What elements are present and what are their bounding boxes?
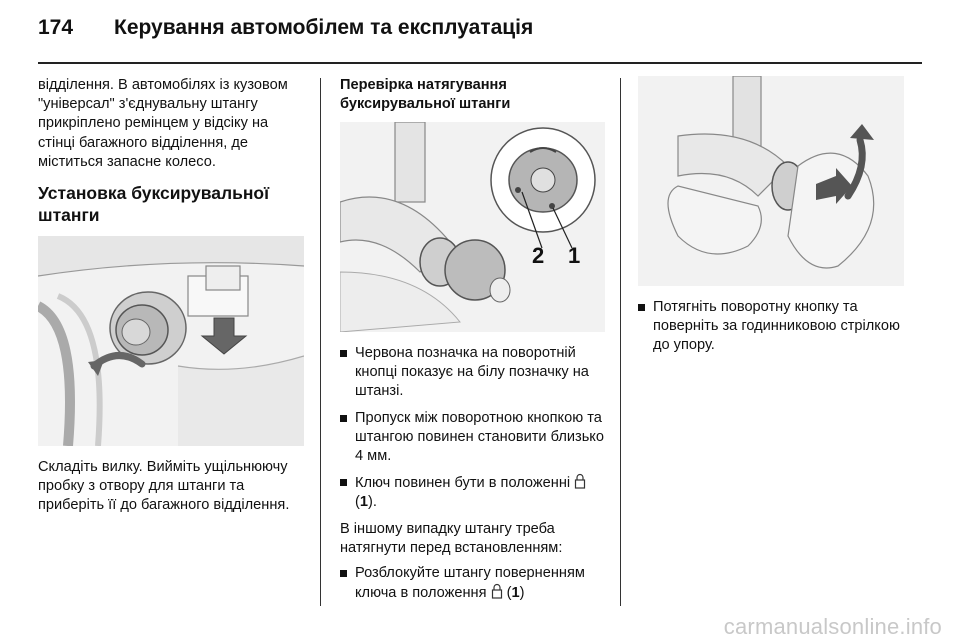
bullet-pull-knob	[638, 298, 904, 356]
bullet-marker	[638, 304, 645, 311]
intro-paragraph: відділення. В автомобілях із кузовом "універсал" з'єднувальну штангу прикріплено ремінцем у відсіку на стінці багажного відділення, де міститься запасне колесо.	[38, 77, 288, 170]
bullet-text: Червона позначка на поворотній кнопці показує на білу позначку на штанзі.	[355, 345, 589, 400]
figure-plug-removal	[38, 236, 304, 446]
bullet-text: Пропуск між поворотною кнопкою та штангою повинен становити близько 4 мм.	[355, 409, 604, 465]
paren-open: (	[506, 585, 512, 602]
bullet-marker	[340, 415, 347, 422]
section-heading-installation: Установка буксирувальної штанги	[38, 183, 270, 226]
page-number: 174	[38, 16, 74, 39]
bullet-key-position	[340, 473, 605, 512]
bullet-text: Розблокуйте штангу поверненням ключа в положення	[355, 565, 585, 602]
position-number: 1	[359, 494, 368, 511]
plug-removal-illustration	[38, 236, 304, 446]
lock-icon	[491, 583, 503, 599]
paren-open: (	[355, 494, 360, 511]
paren-close: )	[519, 585, 525, 602]
figure-tension-check	[340, 122, 605, 332]
header-rule	[38, 62, 922, 64]
section-heading-tension-check: Перевірка натягування буксирувальної штанги	[340, 77, 511, 112]
column-divider-left	[320, 78, 321, 606]
page-title: Керування автомобілем та експлуатація	[114, 16, 534, 39]
otherwise-paragraph: В іншому випадку штангу треба натягнути перед встановленням:	[340, 520, 563, 556]
after-figure-paragraph: Складіть вилку. Вийміть ущільнюючу пробку з отвору для штанги та приберіть її до багажного відділення.	[38, 459, 290, 514]
turn-knob-illustration	[638, 76, 904, 286]
column-2	[340, 76, 605, 610]
bullet-red-mark	[340, 344, 605, 402]
callout-2: 2	[532, 243, 545, 268]
bullet-gap	[340, 409, 605, 467]
tension-check-illustration	[340, 122, 605, 332]
column-divider-right	[620, 78, 621, 606]
bullet-marker	[340, 479, 347, 486]
column-3	[638, 76, 904, 363]
page-header	[38, 16, 533, 40]
bullet-text: Потягніть поворотну кнопку та поверніть за годинниковою стрілкою до упору.	[653, 299, 900, 354]
figure-turn-knob	[638, 76, 904, 286]
watermark: carmanualsonline.info	[723, 614, 942, 639]
bullet-marker	[340, 350, 347, 357]
callout-1: 1	[568, 243, 581, 268]
bullet-text: Ключ повинен бути в положенні	[355, 475, 571, 492]
lock-icon	[574, 473, 586, 489]
bullet-unlock	[340, 564, 605, 603]
position-number: 1	[511, 585, 520, 602]
column-1	[38, 76, 304, 526]
bullet-marker	[340, 570, 347, 577]
paren-close: ).	[368, 494, 377, 511]
